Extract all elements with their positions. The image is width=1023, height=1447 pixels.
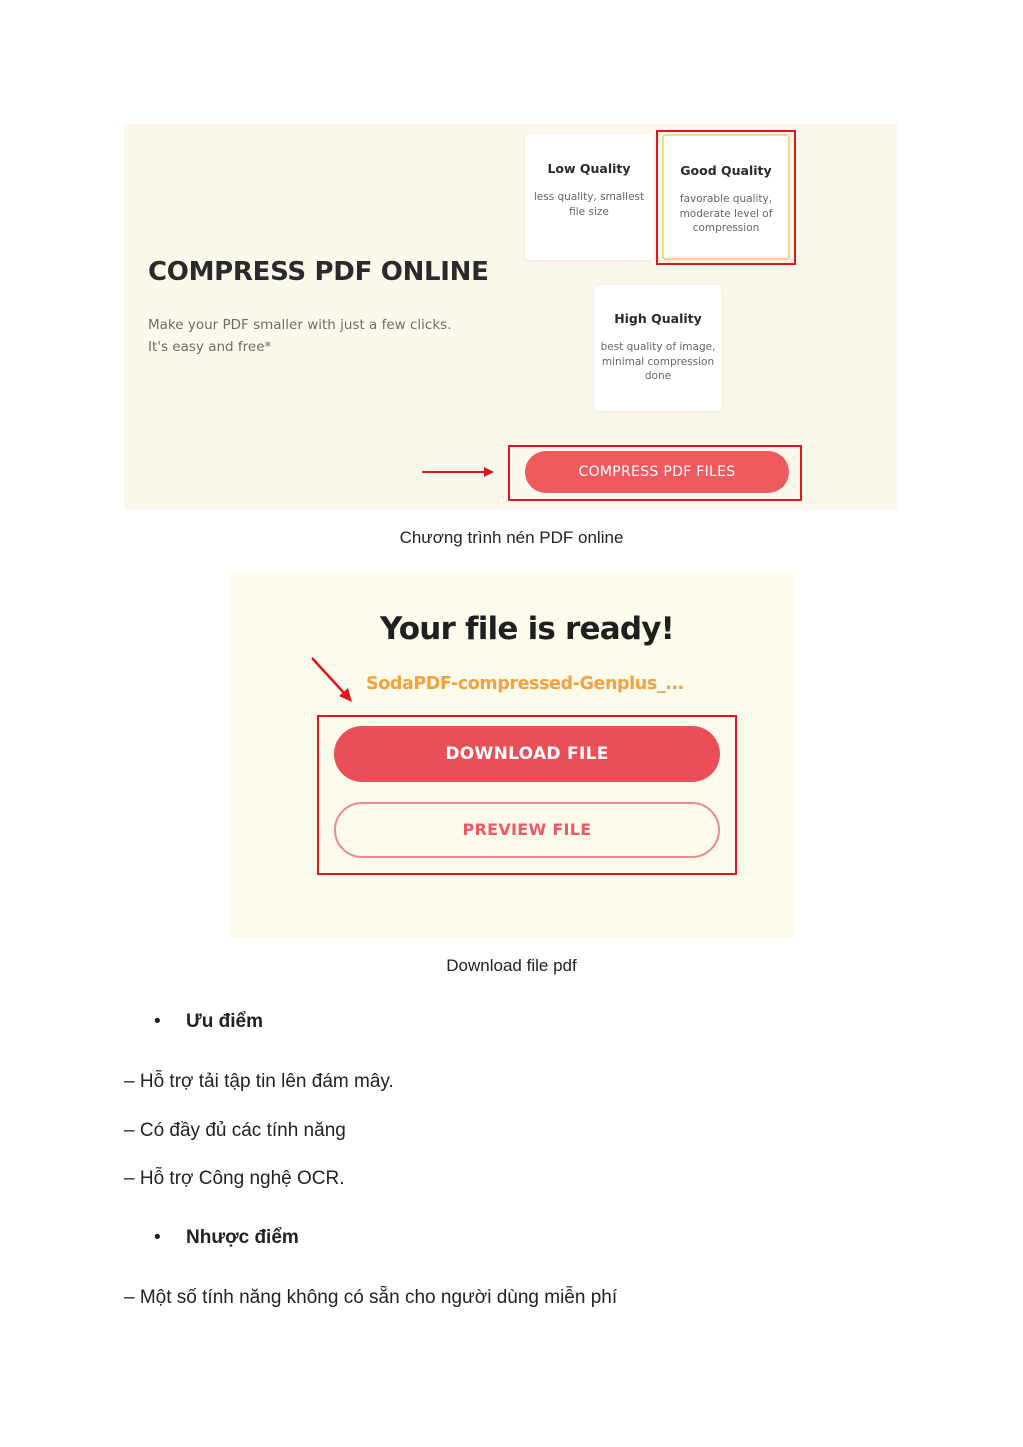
bullet-icon: • [154,1227,161,1248]
quality-option-desc: less quality, smallest file size [533,191,645,218]
quality-option-desc: best quality of image, minimal compression done [600,341,716,382]
pros-heading [154,1011,263,1033]
compress-pdf-files-button[interactable]: COMPRESS PDF FILES [525,451,789,493]
compress-pdf-screenshot [124,123,897,510]
pros-heading-text: Ưu điểm [186,1011,263,1032]
file-ready-title: Your file is ready! [379,611,675,647]
quality-option-high[interactable] [594,285,722,411]
quality-option-low[interactable] [525,134,653,260]
compressed-filename-link[interactable]: SodaPDF-compressed-Genplus_... [366,674,684,694]
compress-subtitle-line1: Make your PDF smaller with just a few clicks. [148,317,452,333]
quality-option-title: Low Quality [547,161,631,176]
download-screenshot [230,573,794,938]
pros-item: – Hỗ trợ Công nghệ OCR. [124,1168,345,1189]
cons-heading-text: Nhược điểm [186,1227,299,1248]
cons-heading [154,1227,299,1249]
preview-file-button[interactable]: PREVIEW FILE [334,802,720,858]
arrow-down-right-icon [310,655,356,705]
cons-item: – Một số tính năng không có sẵn cho người dùng miễn phí [124,1287,618,1308]
compress-title: COMPRESS PDF ONLINE [148,257,489,287]
figure-caption-compress: Chương trình nén PDF online [399,528,624,547]
quality-option-desc: favorable quality, moderate level of compression [679,193,773,234]
figure-caption-download: Download file pdf [446,956,577,975]
pros-item: – Hỗ trợ tải tập tin lên đám mây. [124,1071,394,1092]
pros-item: – Có đầy đủ các tính năng [124,1120,346,1141]
compress-subtitle-line2: It's easy and free* [148,339,272,355]
highlight-box-good-quality [656,130,796,265]
quality-option-title: Good Quality [680,163,772,178]
arrow-right-icon [420,463,498,481]
bullet-icon: • [154,1011,161,1032]
quality-option-title: High Quality [614,311,702,326]
download-file-button[interactable]: DOWNLOAD FILE [334,726,720,782]
